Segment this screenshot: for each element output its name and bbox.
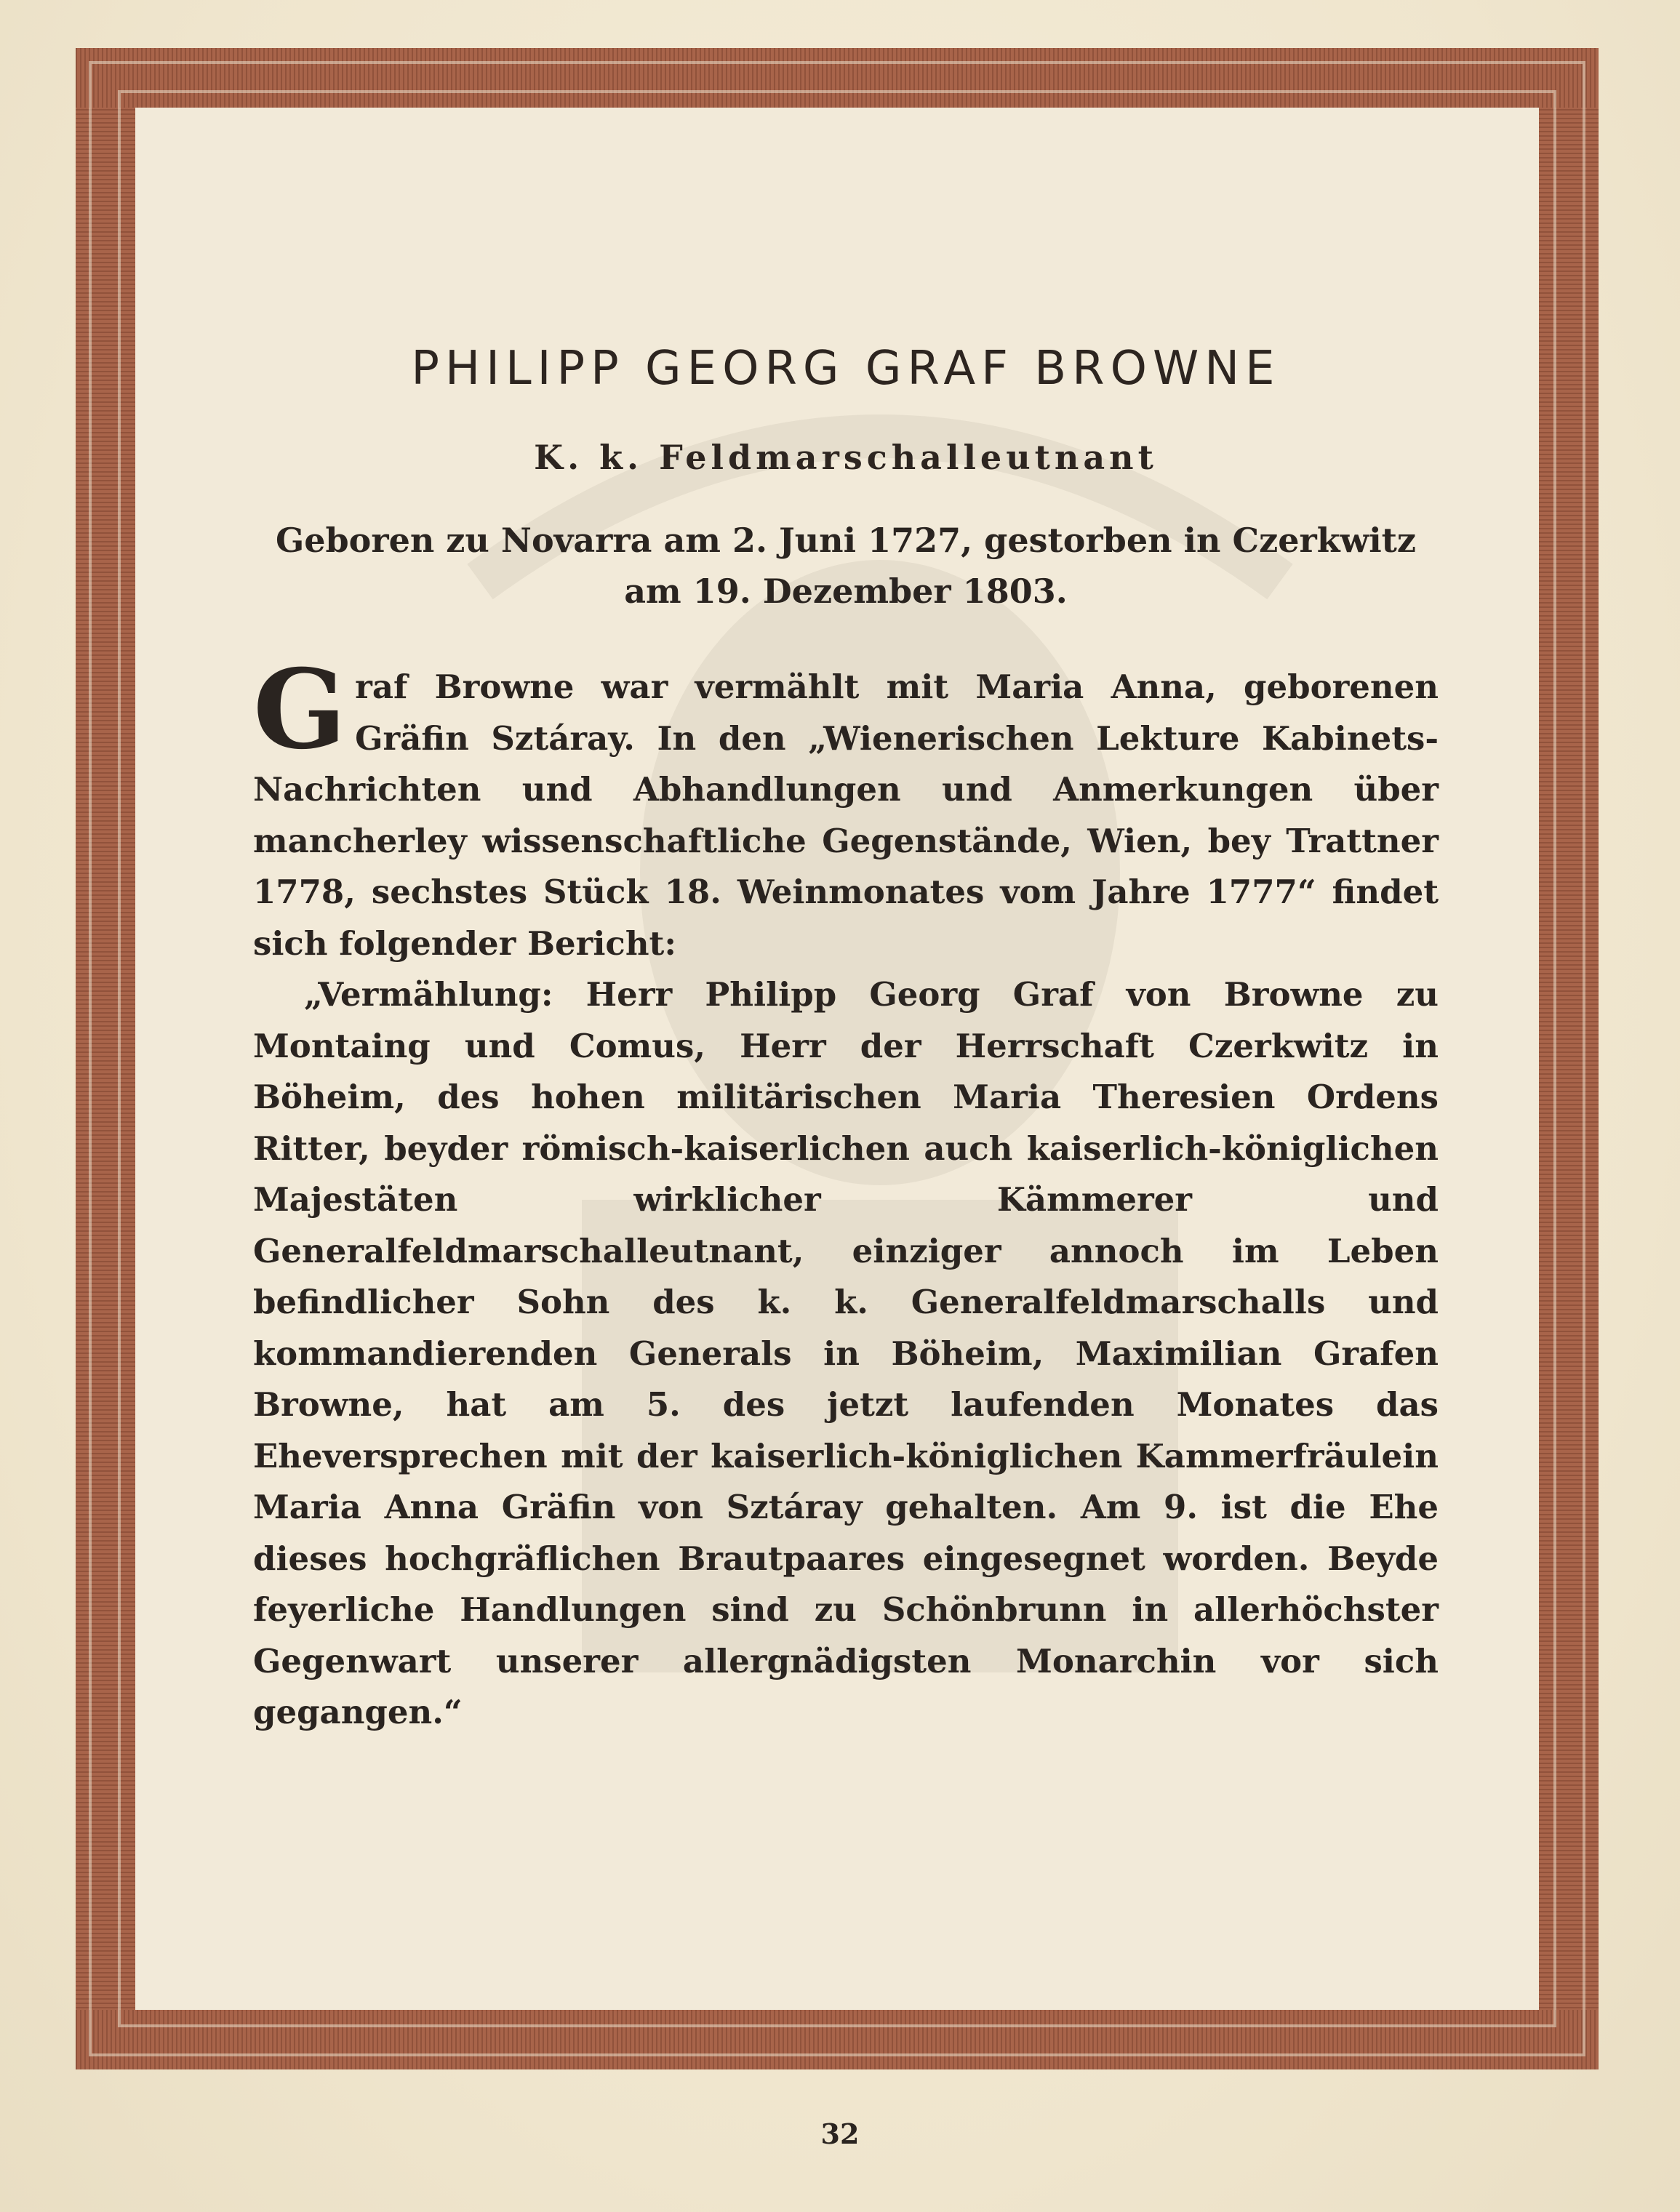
paragraph-intro-text: raf Browne war vermählt mit Maria Anna, geborenen Gräfin Sztáray. In den „Wienerischen Lekture Kabinets- Nachrichten und Abhandlungen und Anmerkungen über mancherley wissenschaftliche Gegenstände, Wien, bey Trattner 1778, sechstes Stück 18. Weinmonates vom Jahre 1777“ findet sich folgender Bericht: bbox=[253, 668, 1439, 963]
drop-cap: G bbox=[253, 646, 347, 774]
page-title: PHILIPP GEORG GRAF BROWNE bbox=[411, 342, 1281, 396]
page-content bbox=[253, 342, 1439, 1739]
body-text bbox=[253, 646, 1439, 1739]
birth-death-line: Geboren zu Novarra am 2. Juni 1727, gestorben in Czerkwitz am 19. Dezember 1803. bbox=[275, 521, 1417, 611]
page-number: 32 bbox=[820, 2117, 860, 2150]
paragraph-intro bbox=[253, 646, 1439, 969]
rank-subtitle: K. k. Feldmarschalleutnant bbox=[534, 438, 1158, 477]
paragraph-quote: „Vermählung: Herr Philipp Georg Graf von Browne zu Montaing und Comus, Herr der Herrschaft Czerkwitz in Böheim, des hohen militärischen Maria Theresien Ordens Ritter, beyder römisch-kaiserlichen auch kaiserlich-königlichen Majestäten wirklicher Kämmerer und Generalfeldmarschalleutnant, einziger annoch im Leben befindlicher Sohn des k. k. Generalfeldmarschalls und kommandierenden Generals in Böheim, Maximilian Grafen Browne, hat am 5. des jetzt laufenden Monates das Eheversprechen mit der kaiserlich-königlichen Kammerfräulein Maria Anna Gräfin von Sztáray gehalten. Am 9. ist die Ehe dieses hochgräflichen Brautpaares eingesegnet worden. Beyde feyerliche Handlungen sind zu Schönbrunn in allerhöchster Gegenwart unserer allergnädigsten Monarchin vor sich gegangen.“ bbox=[253, 975, 1439, 1731]
